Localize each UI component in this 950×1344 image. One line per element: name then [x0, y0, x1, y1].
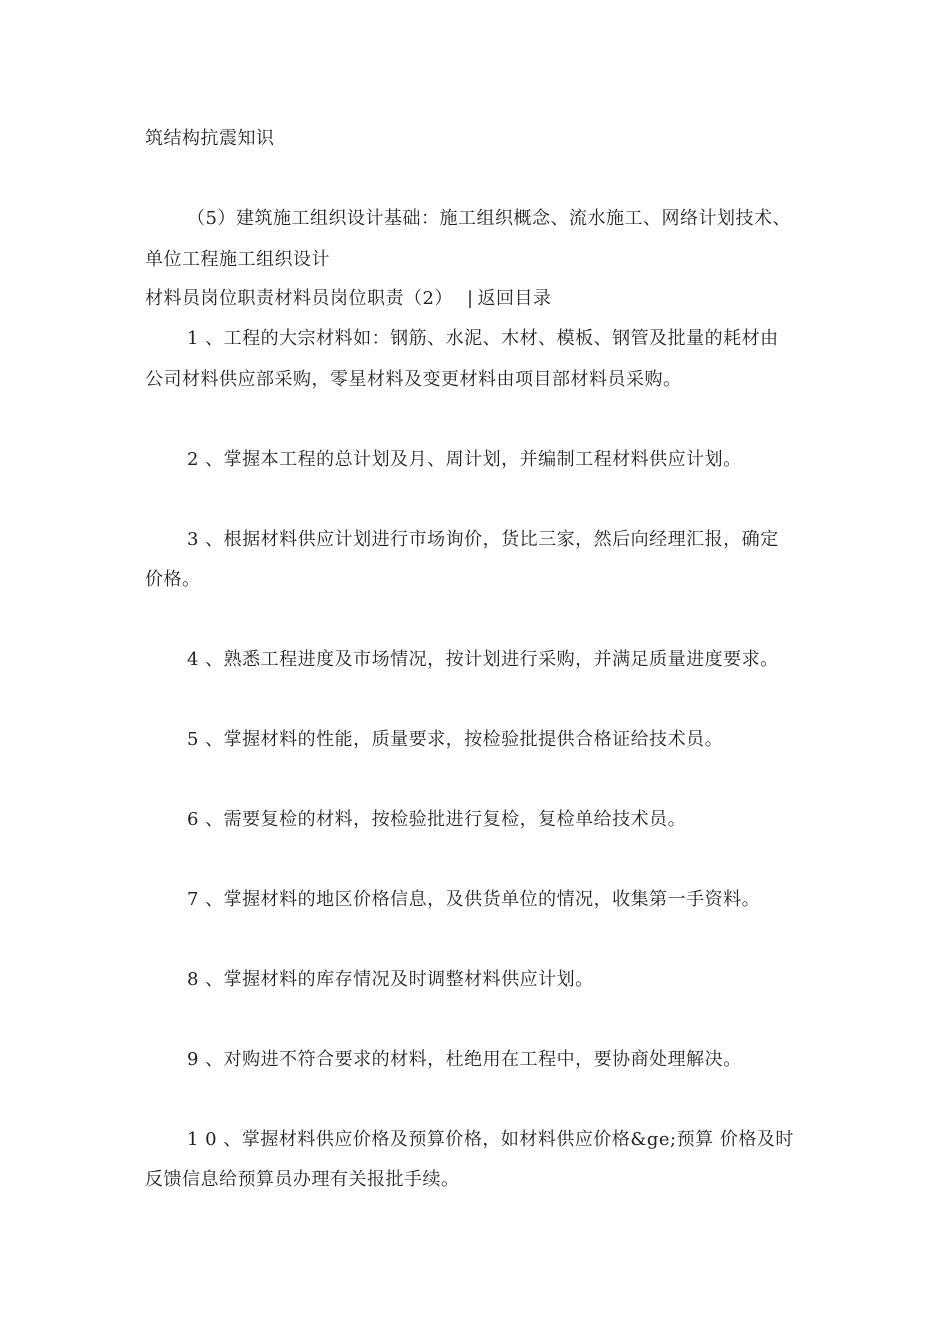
- heading-separator: |: [466, 288, 474, 309]
- duty-item-10-cont: 反馈信息给预算员办理有关报批手续。: [145, 1169, 460, 1190]
- duty-item-6: 6 、需要复检的材料，按检验批进行复检，复检单给技术员。: [187, 809, 687, 830]
- duty-item-1: 1 、工程的大宗材料如：钢筋、水泥、木材、模板、钢管及批量的耗材由: [187, 328, 779, 349]
- duty-item-10: 1 0 、掌握材料供应价格及预算价格，如材料供应价格&ge;预算 价格及时: [187, 1129, 794, 1150]
- duty-item-9: 9 、对购进不符合要求的材料，杜绝用在工程中，要协商处理解决。: [187, 1049, 742, 1070]
- back-to-toc-link[interactable]: 返回目录: [477, 288, 552, 309]
- duty-item-2: 2 、掌握本工程的总计划及月、周计划，并编制工程材料供应计划。: [187, 449, 742, 470]
- duty-item-7: 7 、掌握材料的地区价格信息，及供货单位的情况，收集第一手资料。: [187, 889, 761, 910]
- text-line-section-5-cont: 单位工程施工组织设计: [145, 249, 330, 270]
- text-line-fragment: 筑结构抗震知识: [145, 128, 275, 149]
- duty-item-1-cont: 公司材料供应部采购，零星材料及变更材料由项目部材料员采购。: [145, 369, 682, 390]
- article-title: 材料员岗位职责材料员岗位职责（2）: [145, 288, 453, 309]
- duty-item-8: 8 、掌握材料的库存情况及时调整材料供应计划。: [187, 969, 594, 990]
- article-heading: [145, 287, 815, 311]
- text-line-section-5: （5）建筑施工组织设计基础：施工组织概念、流水施工、网络计划技术、: [187, 208, 791, 229]
- duty-item-5: 5 、掌握材料的性能，质量要求，按检验批提供合格证给技术员。: [187, 729, 724, 750]
- duty-item-3-cont: 价格。: [145, 569, 201, 590]
- duty-item-3: 3 、根据材料供应计划进行市场询价，货比三家，然后向经理汇报，确定: [187, 529, 779, 550]
- duty-item-4: 4 、熟悉工程进度及市场情况，按计划进行采购，并满足质量进度要求。: [187, 649, 779, 670]
